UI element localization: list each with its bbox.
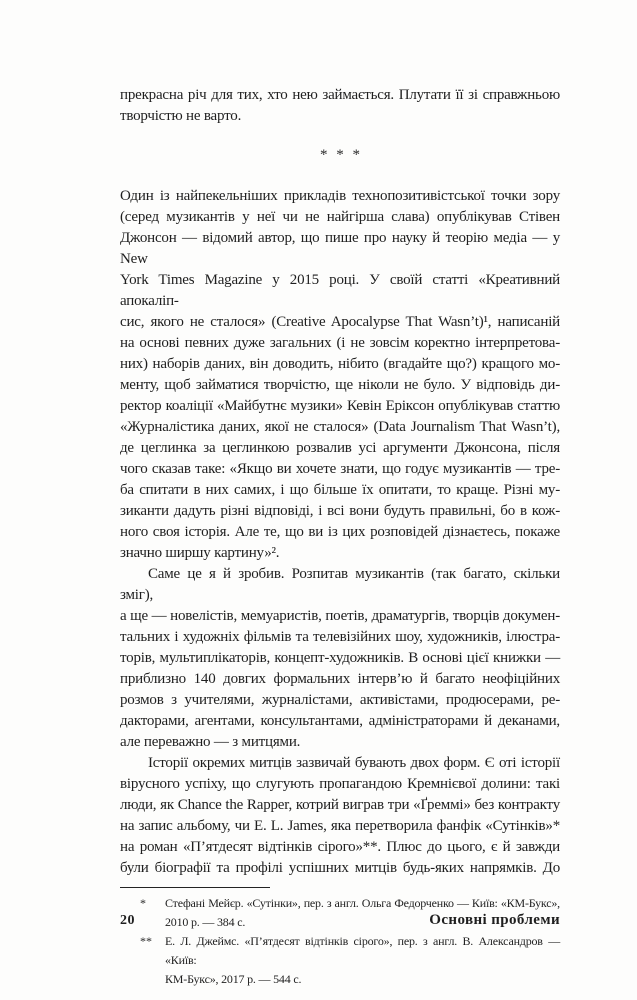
text-line: Е. Л. Джеймс. «П’ятдесят відтінків сірого», пер. з англ. В. Александров — «Київ: xyxy=(165,934,560,967)
text-line: чого сказав таке: «Якщо ви хочете знати, що годує музикантів — тре- xyxy=(120,461,560,477)
text-line: ректор коаліції «Майбутнє музики» Кевін Еріксон опублікував статтю xyxy=(120,398,560,414)
text-line: а ще — новелістів, мемуаристів, поетів, драматургів, творців докумен- xyxy=(120,608,560,624)
text-line: менту, щоб займатися творчістю, ще ніколи не було. У відповідь ди- xyxy=(120,377,560,393)
text-line: них) наборів даних, він доводить, нібито (вгадайте що?) кращого мо- xyxy=(120,356,560,372)
text-line: приблизно 140 довгих формальних інтерв’ю й багато неофіційних xyxy=(120,671,560,687)
text-line: на основі певних дуже загальних (і не зовсім коректно інтерпретова- xyxy=(120,335,560,351)
paragraph xyxy=(120,753,560,879)
text-line: Стефані Мейєр. «Сутінки», пер. з англ. Ольга Федорченко — Київ: «КМ-Букс», xyxy=(165,896,560,910)
paragraph xyxy=(120,564,560,753)
text-line: були біографії та профілі успішних митців будь-яких напрямків. До xyxy=(120,860,560,876)
text-line: Один із найпекельніших прикладів технопозитивістської точки зору xyxy=(120,188,560,204)
paragraph xyxy=(120,186,560,564)
text-line: торів, мультиплікаторів, концепт-художників. В основі цієї книжки — xyxy=(120,650,560,666)
page-footer xyxy=(120,912,560,929)
text-line: сис, якого не сталося» (Creative Apocalypse That Wasn’t)¹, написаній xyxy=(120,314,560,330)
running-title: Основні проблеми xyxy=(429,912,560,928)
footnote-section xyxy=(120,887,560,989)
text-line: значно ширшу картину»². xyxy=(120,545,280,561)
paragraph-continuation xyxy=(120,85,560,127)
text-line: ба спитати в них самих, і що більше їх опитати, то краще. Різні му- xyxy=(120,482,560,498)
text-line: на роман «П’ятдесят відтінків сірого»**. Плюс до цього, є й завжди xyxy=(120,839,560,855)
section-break: * * * xyxy=(320,147,360,163)
text-line: «Журналістика даних, якої не сталося» (Data Journalism That Wasn’t), xyxy=(120,419,560,435)
text-line: зиканти дадуть різні відповіді, і всі вони будуть правильні, бо в кож- xyxy=(120,503,560,519)
text-line: КМ-Букс», 2017 р. — 544 с. xyxy=(165,972,302,986)
text-line: Джонсон — відомий автор, що пише про науку й теорію медіа — у New xyxy=(120,230,560,267)
text-line: люди, як Chance the Rapper, котрий виграв три «Ґреммі» без контракту xyxy=(120,797,560,813)
text-line: ного своя історія. Але те, що ви із цих розповідей дізнаєтесь, покаже xyxy=(120,524,560,540)
footnote-text xyxy=(165,932,560,989)
text-line: вірусного успіху, що слугують пропагандою Кремнієвої долини: такі xyxy=(120,776,560,792)
footnote xyxy=(120,932,560,989)
text-line: де цеглинка за цеглинкою розвалив усі аргументи Джонсона, після xyxy=(120,440,560,456)
text-line: розмов з учителями, журналістами, активістами, продюсерами, ре- xyxy=(120,692,560,708)
text-line: прекрасна річ для тих, хто нею займається. Плутати її зі справжньою xyxy=(120,87,560,103)
body-text xyxy=(120,85,560,989)
text-line: тальних і художніх фільмів та телевізійних шоу, художників, ілюстра- xyxy=(120,629,560,645)
text-line: але переважно — з митцями. xyxy=(120,734,301,750)
text-line: дакторами, агентами, консультантами, адміністраторами й деканами, xyxy=(120,713,560,729)
text-line: York Times Magazine у 2015 році. У своїй статті «Креативний апокаліп- xyxy=(120,272,560,309)
text-line: Історії окремих митців зазвичай бувають двох форм. Є оті історії xyxy=(148,755,560,771)
text-line: на запис альбому, чи E. L. James, яка перетворила фанфік «Сутінків»* xyxy=(120,818,560,834)
footnote-rule xyxy=(120,887,270,888)
page-number: 20 xyxy=(120,913,135,928)
text-line: Саме це я й зробив. Розпитав музикантів (так багато, скільки зміг), xyxy=(120,566,560,603)
footnote-marker: * xyxy=(140,896,146,910)
footnote-marker: ** xyxy=(140,934,152,948)
text-line: творчістю не варто. xyxy=(120,108,242,124)
text-line: (серед музикантів у неї чи не найгірша слава) опублікував Стівен xyxy=(120,209,560,225)
text-line: 2010 р. — 384 с. xyxy=(165,915,246,929)
